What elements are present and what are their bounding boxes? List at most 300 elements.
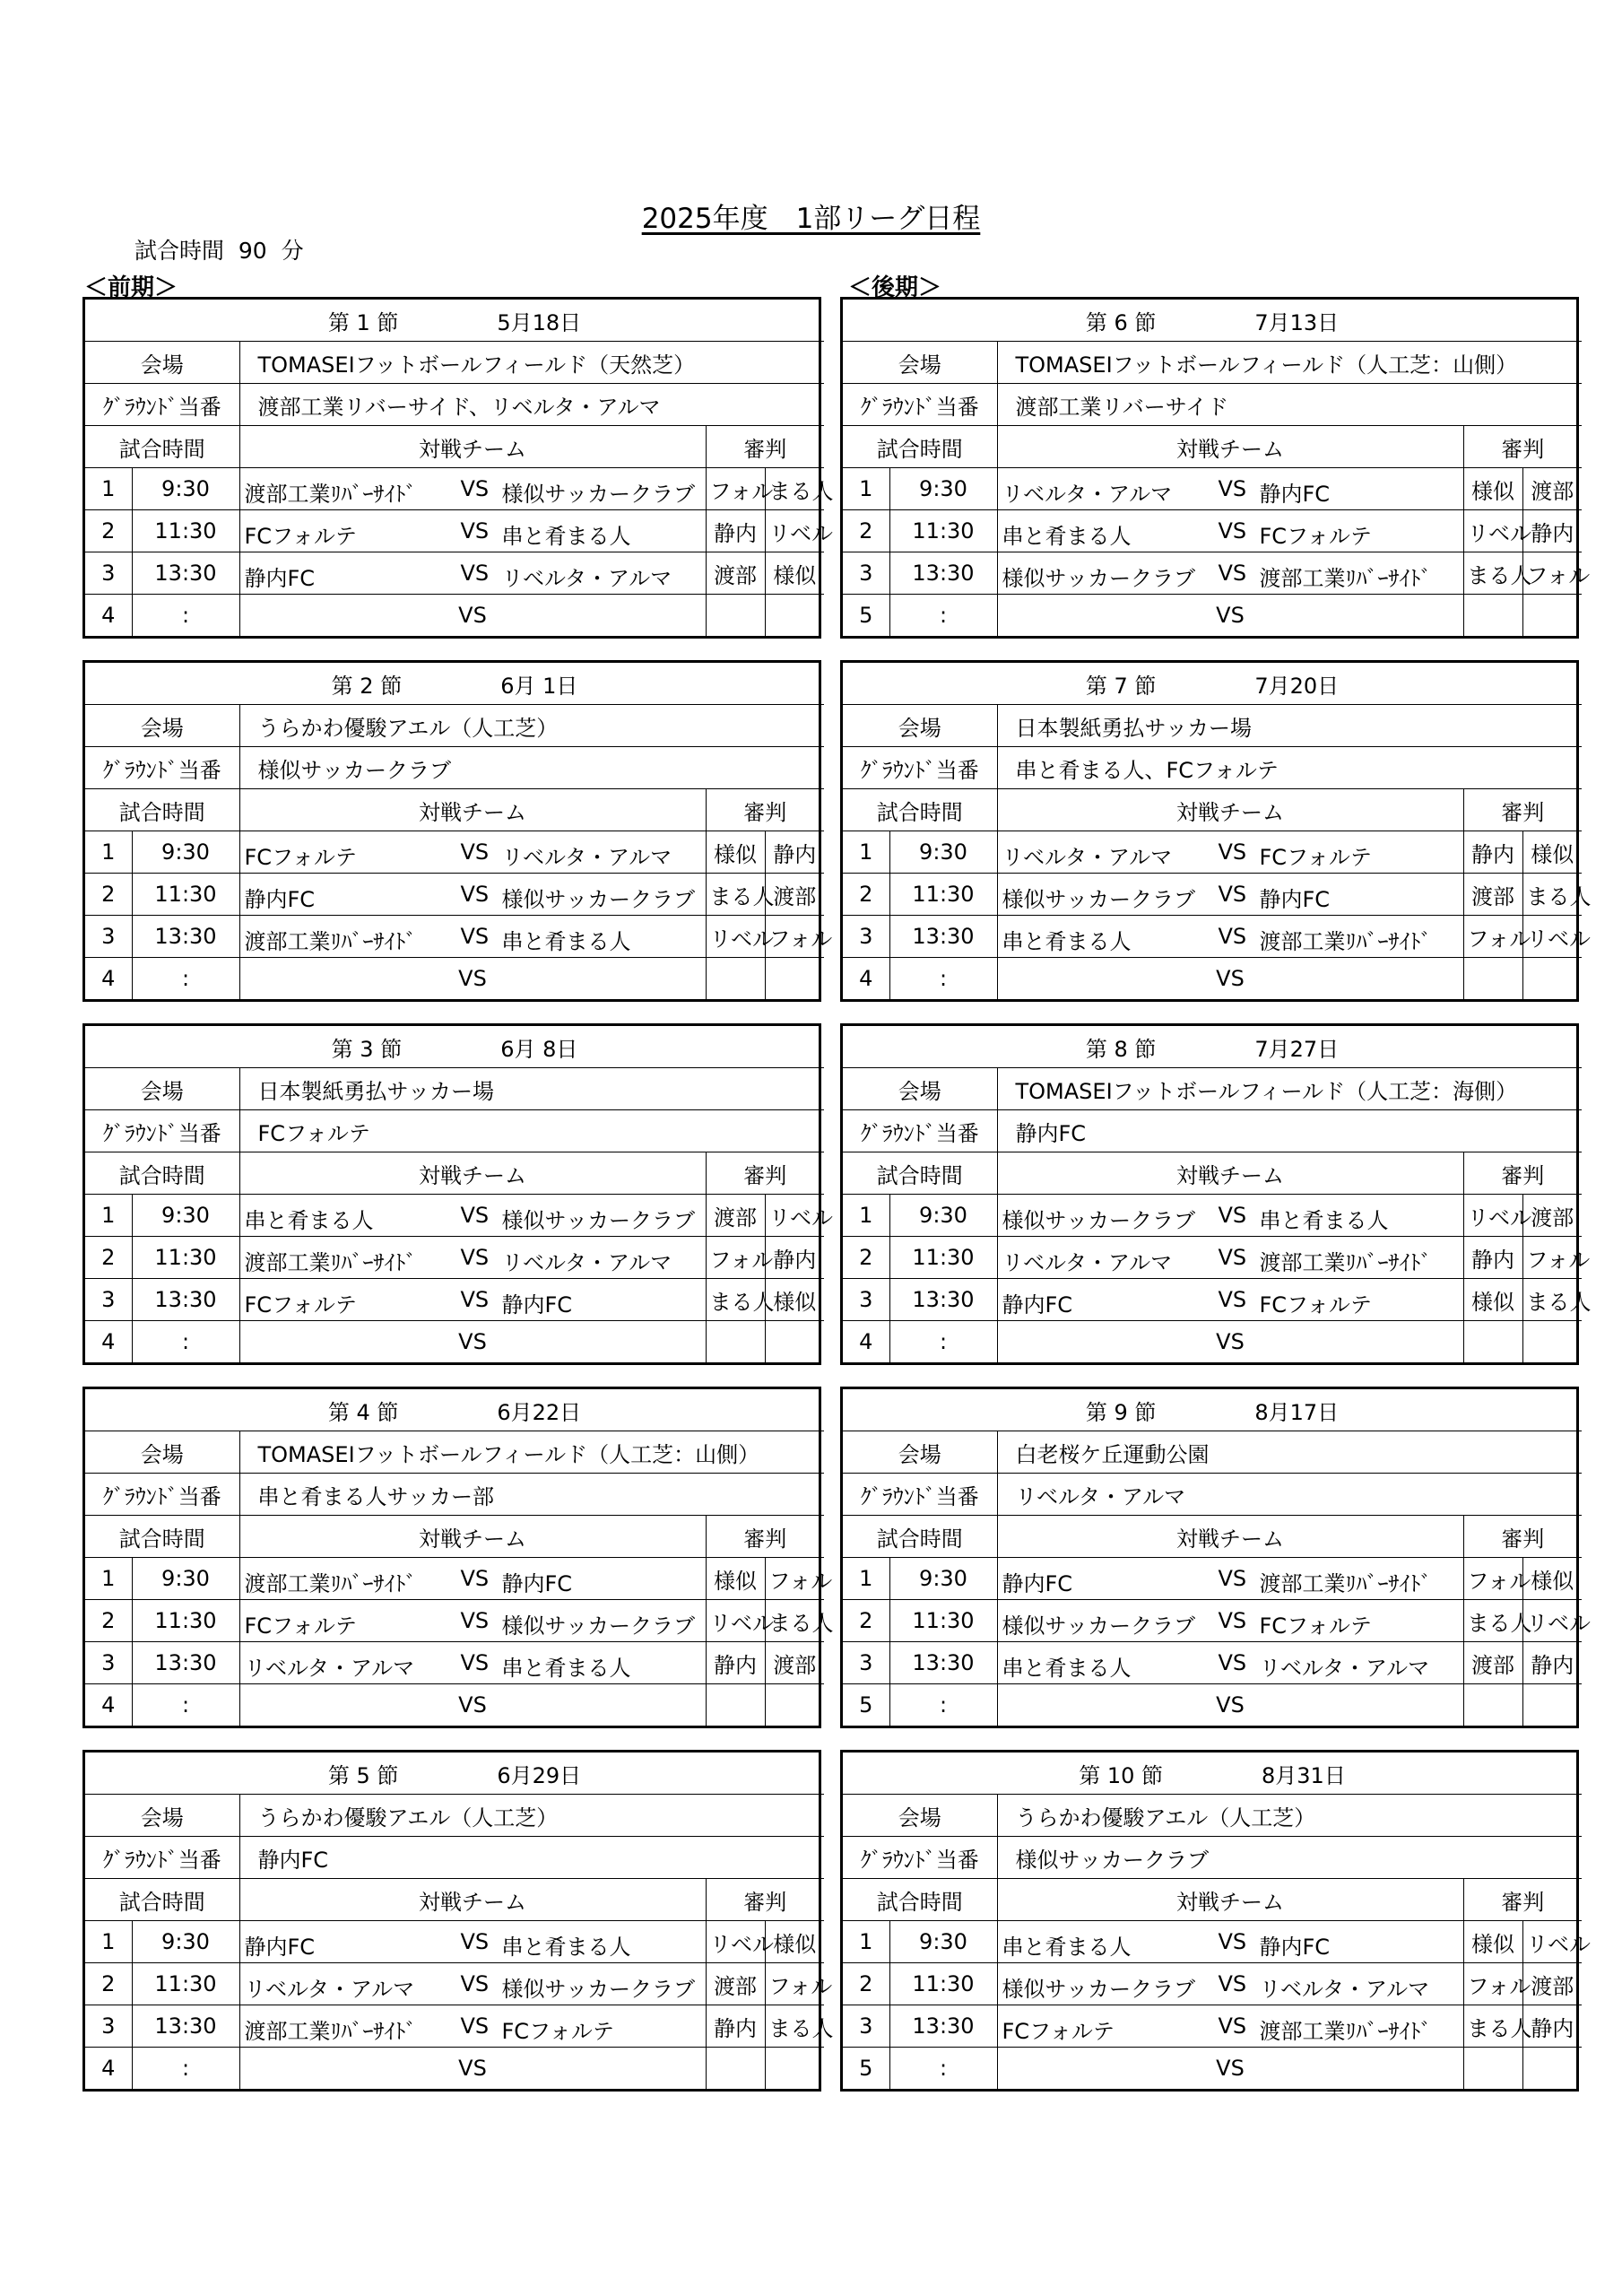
home-team: 渡部工業ﾘﾊﾞｰｻｲﾄﾞ (244, 1250, 417, 1275)
away-team: リベルタ・アルマ (501, 845, 672, 870)
kickoff-time: 13:30 (132, 2005, 239, 2048)
home-team: 渡部工業ﾘﾊﾞｰｻｲﾄﾞ (244, 929, 417, 954)
vs-label: VS (997, 1321, 1463, 1363)
ground-duty-value: 串と肴まる人サッカー部 (239, 1474, 824, 1516)
ground-duty-value: リベルタ・アルマ (997, 1474, 1582, 1516)
kickoff-time: 13:30 (132, 916, 239, 958)
match-row (843, 1195, 1582, 1237)
referee-header: 審判 (1463, 426, 1582, 468)
round-date: 7月27日 (1254, 1036, 1340, 1062)
referee-2: 様似 (765, 1921, 824, 1963)
match-teams (239, 1237, 706, 1279)
venue-label: 会場 (843, 705, 997, 747)
round-number: 第 3 節 (331, 1036, 403, 1062)
referee-1: リベル (706, 916, 765, 958)
vs-label: VS (460, 1203, 490, 1228)
away-team: 串と肴まる人 (501, 1656, 631, 1681)
away-team: FCフォルテ (501, 2019, 614, 2044)
home-team: 串と肴まる人 (1002, 929, 1132, 954)
referee-2: 様似 (1522, 831, 1582, 874)
round-table (82, 660, 833, 1002)
round-table (840, 660, 1592, 1002)
away-team: 様似サッカークラブ (501, 482, 696, 507)
kickoff-time: 11:30 (889, 1600, 997, 1642)
match-number: 1 (85, 1558, 132, 1600)
match-teams (239, 510, 706, 552)
referee-2 (765, 1684, 824, 1726)
referee-2: フォル (1522, 1237, 1582, 1279)
round-date: 7月20日 (1254, 673, 1340, 699)
empty-match-row (843, 2048, 1582, 2090)
round-number: 第 6 節 (1085, 309, 1157, 335)
referee-2 (765, 1321, 824, 1363)
away-team: リベルタ・アルマ (1259, 1656, 1430, 1681)
teams-header: 対戦チーム (239, 789, 706, 831)
ground-duty-value: 静内FC (239, 1837, 824, 1879)
match-row (85, 916, 824, 958)
referee-header: 審判 (706, 1879, 824, 1921)
vs-label: VS (460, 1287, 490, 1312)
match-number: 2 (85, 510, 132, 552)
referee-2: 渡部 (765, 874, 824, 916)
round-header (843, 663, 1582, 705)
match-time-header: 試合時間 (843, 789, 997, 831)
home-team: 静内FC (244, 566, 316, 591)
referee-1: 静内 (1463, 1237, 1522, 1279)
referee-1 (1463, 958, 1522, 1000)
match-teams (239, 1600, 706, 1642)
match-teams (239, 468, 706, 510)
venue-label: 会場 (85, 1431, 239, 1474)
ground-duty-label: ｸﾞﾗｳﾝﾄﾞ当番 (843, 747, 997, 789)
round-table (840, 297, 1591, 639)
referee-2: まる人 (765, 468, 824, 510)
kickoff-time: 9:30 (889, 1195, 997, 1237)
home-team: 様似サッカークラブ (1002, 1208, 1196, 1233)
referee-2: 静内 (1522, 1642, 1582, 1684)
home-team: 静内FC (244, 1935, 316, 1960)
referee-1 (706, 958, 765, 1000)
match-row (85, 1279, 824, 1321)
ground-duty-label: ｸﾞﾗｳﾝﾄﾞ当番 (843, 1110, 997, 1152)
match-number: 5 (843, 1684, 889, 1726)
referee-2: 渡部 (1522, 468, 1582, 510)
referee-2: 渡部 (765, 1642, 824, 1684)
referee-1: 渡部 (1463, 1642, 1522, 1684)
vs-label: VS (1218, 882, 1247, 907)
kickoff-time: : (132, 1321, 239, 1363)
ground-duty-value: 渡部工業リバーサイド、リベルタ・アルマ (239, 384, 824, 426)
round-date: 6月 8日 (500, 1036, 578, 1062)
referee-2 (765, 2048, 824, 2090)
kickoff-time: 11:30 (132, 510, 239, 552)
vs-label: VS (1218, 924, 1247, 949)
match-number: 2 (85, 1237, 132, 1279)
home-team: 静内FC (244, 887, 316, 912)
match-row (843, 1642, 1582, 1684)
vs-label: VS (1218, 2013, 1247, 2039)
home-team: 串と肴まる人 (1002, 1935, 1132, 1960)
round-header (85, 300, 824, 342)
round-header (843, 1752, 1582, 1795)
match-number: 3 (843, 2005, 889, 2048)
match-number: 1 (85, 1195, 132, 1237)
kickoff-time: : (889, 1321, 997, 1363)
ground-duty-value: 渡部工業リバーサイド (997, 384, 1582, 426)
match-teams (239, 1279, 706, 1321)
ground-duty-value: 様似サッカークラブ (997, 1837, 1582, 1879)
match-row (843, 831, 1582, 874)
referee-2: 様似 (765, 552, 824, 595)
match-number: 2 (843, 1600, 889, 1642)
home-team: 様似サッカークラブ (1002, 887, 1196, 912)
vs-label: VS (460, 1608, 490, 1633)
referee-2: 様似 (765, 1279, 824, 1321)
teams-header: 対戦チーム (997, 1879, 1463, 1921)
referee-2: 渡部 (1522, 1963, 1582, 2005)
referee-2: フォル (765, 1558, 824, 1600)
referee-2: 静内 (1522, 510, 1582, 552)
away-team: 静内FC (501, 1571, 573, 1596)
vs-label: VS (239, 958, 706, 1000)
match-number: 2 (843, 874, 889, 916)
away-team: リベルタ・アルマ (501, 566, 672, 591)
kickoff-time: 13:30 (132, 552, 239, 595)
referee-header: 審判 (706, 789, 824, 831)
venue-value: うらかわ優駿アエル（人工芝） (239, 1795, 824, 1837)
kickoff-time: 11:30 (132, 874, 239, 916)
vs-label: VS (1218, 1608, 1247, 1633)
match-number: 1 (85, 1921, 132, 1963)
kickoff-time: 13:30 (132, 1279, 239, 1321)
home-team: 串と肴まる人 (244, 1208, 374, 1233)
kickoff-time: : (889, 2048, 997, 2090)
match-row (85, 2005, 824, 2048)
match-time-header: 試合時間 (85, 1879, 239, 1921)
referee-2: リベル (1522, 916, 1582, 958)
referee-1: まる人 (1463, 2005, 1522, 2048)
match-teams (997, 510, 1463, 552)
empty-match-row (85, 1684, 824, 1726)
away-team: FCフォルテ (1259, 1613, 1372, 1639)
kickoff-time: 11:30 (132, 1963, 239, 2005)
home-team: FCフォルテ (244, 845, 357, 870)
kickoff-time: 9:30 (889, 1558, 997, 1600)
home-team: 様似サッカークラブ (1002, 1977, 1196, 2002)
referee-2: リベル (1522, 1921, 1582, 1963)
match-teams (997, 1600, 1463, 1642)
match-time-header: 試合時間 (85, 1516, 239, 1558)
match-number: 1 (843, 831, 889, 874)
away-team: 様似サッカークラブ (501, 1208, 696, 1233)
vs-label: VS (1218, 1971, 1247, 1996)
ground-duty-label: ｸﾞﾗｳﾝﾄﾞ当番 (85, 1474, 239, 1516)
match-number: 3 (843, 916, 889, 958)
match-row (85, 510, 824, 552)
round-header (843, 300, 1582, 342)
match-teams (239, 2005, 706, 2048)
ground-duty-label: ｸﾞﾗｳﾝﾄﾞ当番 (843, 1837, 997, 1879)
round-date: 7月13日 (1254, 309, 1340, 335)
referee-1: フォル (706, 1237, 765, 1279)
kickoff-time: : (132, 1684, 239, 1726)
match-teams (997, 1558, 1463, 1600)
away-team: 渡部工業ﾘﾊﾞｰｻｲﾄﾞ (1259, 929, 1432, 954)
kickoff-time: : (132, 2048, 239, 2090)
referee-2: フォル (765, 916, 824, 958)
empty-match-row (85, 958, 824, 1000)
vs-label: VS (460, 882, 490, 907)
match-teams (239, 1963, 706, 2005)
first-half-label: ＜前期＞ (84, 274, 178, 301)
venue-label: 会場 (843, 1431, 997, 1474)
match-duration: 試合時間 90 分 (134, 238, 304, 264)
referee-1 (1463, 595, 1522, 637)
referee-2 (1522, 1321, 1582, 1363)
referee-1: 渡部 (1463, 874, 1522, 916)
venue-value: TOMASEIフットボールフィールド（人工芝：山側） (997, 342, 1582, 384)
round-header (843, 1026, 1582, 1068)
round-number: 第 10 節 (1079, 1762, 1164, 1788)
match-time-header: 試合時間 (843, 426, 997, 468)
vs-label: VS (1218, 1566, 1247, 1591)
ground-duty-label: ｸﾞﾗｳﾝﾄﾞ当番 (843, 1474, 997, 1516)
match-teams (997, 1195, 1463, 1237)
venue-value: 日本製紙勇払サッカー場 (997, 705, 1582, 747)
teams-header: 対戦チーム (997, 426, 1463, 468)
round-header (85, 1389, 824, 1431)
referee-2: 静内 (765, 1237, 824, 1279)
referee-1: フォル (1463, 1963, 1522, 2005)
match-teams (997, 1237, 1463, 1279)
kickoff-time: : (889, 595, 997, 637)
round-number: 第 9 節 (1085, 1399, 1157, 1425)
referee-1: 静内 (706, 2005, 765, 2048)
away-team: FCフォルテ (1259, 524, 1372, 549)
round-table (840, 1023, 1592, 1365)
venue-value: TOMASEIフットボールフィールド（人工芝：海側） (997, 1068, 1582, 1110)
vs-label: VS (460, 476, 490, 501)
match-number: 3 (85, 1279, 132, 1321)
kickoff-time: 11:30 (889, 874, 997, 916)
vs-label: VS (239, 1684, 706, 1726)
vs-label: VS (997, 958, 1463, 1000)
home-team: 渡部工業ﾘﾊﾞｰｻｲﾄﾞ (244, 1571, 417, 1596)
round-table (840, 1750, 1592, 2092)
match-row (85, 874, 824, 916)
referee-2 (765, 595, 824, 637)
away-team: 串と肴まる人 (501, 929, 631, 954)
match-row (843, 552, 1582, 595)
match-row (843, 1279, 1582, 1321)
away-team: 串と肴まる人 (501, 1935, 631, 1960)
empty-match-row (843, 595, 1582, 637)
match-number: 3 (85, 2005, 132, 2048)
vs-label: VS (1218, 1203, 1247, 1228)
away-team: 渡部工業ﾘﾊﾞｰｻｲﾄﾞ (1259, 2019, 1432, 2044)
document-title: 2025年度 1部リーグ日程 (641, 203, 981, 235)
round-number: 第 7 節 (1085, 673, 1157, 699)
vs-label: VS (239, 595, 706, 637)
referee-1: 渡部 (706, 1195, 765, 1237)
empty-match-row (85, 595, 824, 637)
referee-1: リベル (1463, 1195, 1522, 1237)
teams-header: 対戦チーム (239, 1879, 706, 1921)
round-number: 第 1 節 (327, 309, 399, 335)
match-row (85, 1237, 824, 1279)
away-team: 静内FC (501, 1292, 573, 1318)
second-half-label: ＜後期＞ (848, 274, 942, 301)
referee-1: まる人 (706, 1279, 765, 1321)
referee-1: 静内 (706, 510, 765, 552)
referee-1: 渡部 (706, 552, 765, 595)
kickoff-time: : (889, 958, 997, 1000)
match-row (843, 1921, 1582, 1963)
ground-duty-label: ｸﾞﾗｳﾝﾄﾞ当番 (85, 384, 239, 426)
round-date: 5月18日 (497, 309, 582, 335)
vs-label: VS (1218, 1287, 1247, 1312)
away-team: 渡部工業ﾘﾊﾞｰｻｲﾄﾞ (1259, 1571, 1432, 1596)
vs-label: VS (460, 1929, 490, 1954)
match-time-header: 試合時間 (843, 1879, 997, 1921)
vs-label: VS (1218, 518, 1247, 544)
match-teams (997, 1642, 1463, 1684)
kickoff-time: 9:30 (132, 831, 239, 874)
away-team: 様似サッカークラブ (501, 1977, 696, 2002)
match-row (85, 552, 824, 595)
round-table (82, 1750, 834, 2092)
referee-1: まる人 (1463, 552, 1522, 595)
referee-2: フォル (765, 1963, 824, 2005)
match-teams (239, 552, 706, 595)
kickoff-time: 13:30 (889, 916, 997, 958)
match-teams (239, 1195, 706, 1237)
round-date: 6月22日 (497, 1399, 582, 1425)
match-row (85, 1963, 824, 2005)
ground-duty-label: ｸﾞﾗｳﾝﾄﾞ当番 (85, 1110, 239, 1152)
match-number: 5 (843, 595, 889, 637)
vs-label: VS (460, 2013, 490, 2039)
referee-2: 様似 (1522, 1558, 1582, 1600)
kickoff-time: 11:30 (889, 1237, 997, 1279)
vs-label: VS (460, 1245, 490, 1270)
vs-label: VS (460, 518, 490, 544)
round-date: 6月29日 (497, 1762, 582, 1788)
match-teams (997, 1921, 1463, 1963)
referee-header: 審判 (1463, 789, 1582, 831)
match-row (843, 1558, 1582, 1600)
match-number: 1 (843, 1921, 889, 1963)
home-team: FCフォルテ (244, 1292, 357, 1318)
vs-label: VS (239, 1321, 706, 1363)
away-team: 渡部工業ﾘﾊﾞｰｻｲﾄﾞ (1259, 566, 1432, 591)
vs-label: VS (1218, 1245, 1247, 1270)
round-table (82, 297, 834, 639)
referee-2: リベル (765, 1195, 824, 1237)
referee-2: フォル (1522, 552, 1582, 595)
empty-match-row (843, 1684, 1582, 1726)
match-teams (997, 874, 1463, 916)
kickoff-time: 9:30 (889, 468, 997, 510)
vs-label: VS (997, 2048, 1463, 2090)
match-row (85, 1921, 824, 1963)
teams-header: 対戦チーム (997, 1516, 1463, 1558)
kickoff-time: 11:30 (132, 1600, 239, 1642)
referee-1 (1463, 1684, 1522, 1726)
referee-header: 審判 (706, 1152, 824, 1195)
vs-label: VS (460, 561, 490, 586)
referee-1: まる人 (1463, 1600, 1522, 1642)
venue-value: TOMASEIフットボールフィールド（人工芝：山側） (239, 1431, 824, 1474)
venue-value: 日本製紙勇払サッカー場 (239, 1068, 824, 1110)
match-row (85, 1558, 824, 1600)
kickoff-time: 9:30 (889, 831, 997, 874)
round-date: 6月 1日 (500, 673, 578, 699)
venue-value: うらかわ優駿アエル（人工芝） (997, 1795, 1582, 1837)
venue-label: 会場 (843, 342, 997, 384)
venue-label: 会場 (85, 1795, 239, 1837)
kickoff-time: 11:30 (889, 510, 997, 552)
kickoff-time: 13:30 (132, 1642, 239, 1684)
ground-duty-label: ｸﾞﾗｳﾝﾄﾞ当番 (85, 1837, 239, 1879)
teams-header: 対戦チーム (997, 789, 1463, 831)
kickoff-time: : (132, 958, 239, 1000)
empty-match-row (843, 1321, 1582, 1363)
round-date: 8月31日 (1262, 1762, 1346, 1788)
match-row (843, 1237, 1582, 1279)
referee-header: 審判 (1463, 1152, 1582, 1195)
home-team: FCフォルテ (244, 1613, 357, 1639)
away-team: 串と肴まる人 (501, 524, 631, 549)
away-team: FCフォルテ (1259, 845, 1372, 870)
match-row (85, 1600, 824, 1642)
match-time-header: 試合時間 (843, 1516, 997, 1558)
round-date: 8月17日 (1254, 1399, 1340, 1425)
kickoff-time: 11:30 (889, 1963, 997, 2005)
kickoff-time: 13:30 (889, 552, 997, 595)
match-teams (997, 1279, 1463, 1321)
vs-label: VS (997, 595, 1463, 637)
kickoff-time: 9:30 (132, 1558, 239, 1600)
home-team: 串と肴まる人 (1002, 1656, 1132, 1681)
referee-2 (1522, 958, 1582, 1000)
match-number: 3 (85, 1642, 132, 1684)
match-number: 1 (843, 1558, 889, 1600)
ground-duty-value: 静内FC (997, 1110, 1582, 1152)
match-teams (997, 916, 1463, 958)
kickoff-time: : (889, 1684, 997, 1726)
match-teams (239, 1921, 706, 1963)
match-time-header: 試合時間 (85, 426, 239, 468)
kickoff-time: 9:30 (132, 468, 239, 510)
home-team: 渡部工業ﾘﾊﾞｰｻｲﾄﾞ (244, 482, 417, 507)
home-team: リベルタ・アルマ (244, 1656, 415, 1681)
referee-1 (706, 2048, 765, 2090)
match-number: 1 (85, 831, 132, 874)
round-table (82, 1023, 834, 1365)
match-row (843, 468, 1582, 510)
referee-2: まる人 (765, 1600, 824, 1642)
home-team: FCフォルテ (244, 524, 357, 549)
away-team: 静内FC (1259, 887, 1331, 912)
round-number: 第 2 節 (331, 673, 403, 699)
home-team: 様似サッカークラブ (1002, 1613, 1196, 1639)
referee-1: リベル (706, 1921, 765, 1963)
referee-2 (1522, 1684, 1582, 1726)
away-team: 静内FC (1259, 1935, 1331, 1960)
referee-header: 審判 (1463, 1879, 1582, 1921)
vs-label: VS (997, 1684, 1463, 1726)
